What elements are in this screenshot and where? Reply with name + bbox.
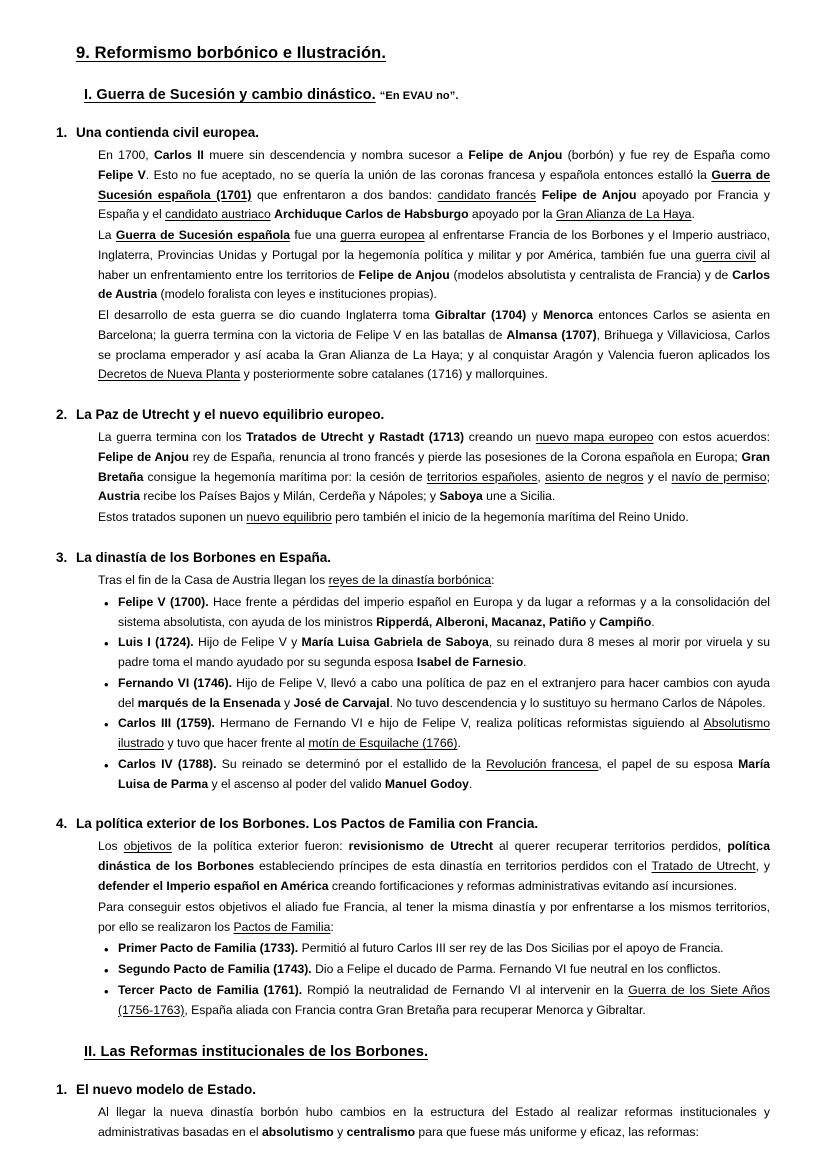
section-heading-2-text: II. Las Reformas institucionales de los Borbones. [84, 1044, 429, 1061]
list-pactos-familia [58, 939, 770, 1020]
paragraph: La Guerra de Sucesión española fue una guerra europea al enfrentarse Francia de los Borbones y el Imperio austriaco, Inglaterra, Provincias Unidas y Portugal por la hegemonía política y militar y por América, también fue una guerra civil al haber un enfrentamiento entre los territorios de Felipe de Anjou (modelos absolutista y centralista de Francia) y de Carlos de Austria (modelo foralista con leyes e instituciones propias). [98, 228, 771, 302]
list-item: • Primer Pacto de Familia (1733). Permitió al futuro Carlos III ser rey de las Dos Sicilias por el apoyo de Francia. [104, 939, 770, 959]
paragraph: El desarrollo de esta guerra se dio cuando Inglaterra toma Gibraltar (1704) y Menorca entonces Carlos se asienta en Barcelona; la guerra termina con la victoria de Felipe V en las batallas de Almansa (1707), Brihuega y Villaviciosa, Carlos se proclama emperador y así acaba la Gran Alianza de La Haya; y al conquistar Aragón y Valencia fueron aplicados los Decretos de Nueva Planta y posteriormente sobre catalanes (1716) y mallorquines. [98, 308, 771, 382]
section-heading-1-note: “En EVAU no”. [379, 90, 459, 102]
section-heading-2 [84, 1044, 770, 1060]
subsection-heading-1-3 [58, 550, 770, 565]
section-heading-1-text: I. Guerra de Sucesión y cambio dinástico. [84, 87, 376, 103]
subsection-index: 4. [56, 816, 68, 832]
subsection-title: La dinastía de los Borbones en España. [76, 550, 332, 566]
paragraph: Los objetivos de la política exterior fueron: revisionismo de Utrecht al querer recuperar territorios perdidos, política dinástica de los Borbones estableciendo príncipes de esta dinastía en territorios perdidos con el Tratado de Utrecht, y defender el Imperio español en América creando fortificaciones y reformas administrativas evitando así incursiones. [98, 839, 770, 893]
list-item: • Tercer Pacto de Familia (1761). Rompió la neutralidad de Fernando VI al intervenir en la Guerra de los Siete Años (1756-1763), España aliada con Francia contra Gran Bretaña para recuperar Menorca y Gibraltar. [104, 981, 770, 1021]
subsection-title: La Paz de Utrecht y el nuevo equilibrio europeo. [76, 407, 385, 423]
paragraph: Tras el fin de la Casa de Austria llegan los reyes de la dinastía borbónica: [98, 573, 495, 588]
subsection-index: 2. [56, 407, 68, 423]
list-item: • Carlos IV (1788). Su reinado se determinó por el estallido de la Revolución francesa, el papel de su esposa María Luisa de Parma y el ascenso al poder del valido Manuel Godoy. [104, 755, 770, 795]
subsection-index: 3. [56, 550, 68, 566]
paragraph: En 1700, Carlos II muere sin descendencia y nombra sucesor a Felipe de Anjou (borbón) y fue rey de España como Felipe V. Esto no fue aceptado, no se quería la unión de las coronas francesa y española entonces estalló la Guerra de Sucesión española (1701) que enfrentaron a dos bandos: candidato francés Felipe de Anjou apoyado por Francia y España y el candidato austriaco Archiduque Carlos de Habsburgo apoyado por la Gran Alianza de La Haya. [98, 148, 771, 222]
list-item: • Felipe V (1700). Hace frente a pérdidas del imperio español en Europa y da lugar a reformas y a la consolidación del sistema absolutista, con ayuda de los ministros Ripperdá, Alberoni, Macanaz, Patiño y Campiño. [104, 593, 770, 633]
page-title: 9. Reformismo borbónico e Ilustración. [76, 44, 387, 62]
subsection-heading-2-1 [58, 1082, 770, 1097]
list-item: • Fernando VI (1746). Hijo de Felipe V, llevó a cabo una política de paz en el extranjero para hacer cambios con ayuda del marqués de la Ensenada y José de Carvajal. No tuvo descendencia y lo sustituyo su hermano Carlos de Nápoles. [104, 674, 770, 714]
subsection-heading-1-2 [58, 407, 770, 422]
subsection-index: 1. [56, 125, 68, 140]
paragraph: Estos tratados suponen un nuevo equilibrio pero también el inicio de la hegemonía marítima del Reino Unido. [98, 510, 689, 525]
paragraph: La guerra termina con los Tratados de Utrecht y Rastadt (1713) creando un nuevo mapa europeo con estos acuerdos: Felipe de Anjou rey de España, renuncia al trono francés y pierde las posesiones de la Corona española en Europa; Gran Bretaña consigue la hegemonía marítima por: la cesión de territorios españoles, asiento de negros y el navío de permiso; Austria recibe los Países Bajos y Milán, Cerdeña y Nápoles; y Saboya une a Sicilia. [98, 430, 770, 504]
subsection-title: El nuevo modelo de Estado. [76, 1082, 257, 1098]
section-heading-1 [84, 87, 770, 103]
paragraph: Al llegar la nueva dinastía borbón hubo cambios en la estructura del Estado al realizar reformas institucionales y administrativas basadas en el absolutismo y centralismo para que fuese más uniforme y eficaz, las reformas: [98, 1105, 770, 1140]
list-borbones [58, 593, 770, 795]
subsection-heading-1-1 [58, 125, 770, 140]
list-item: • Carlos III (1759). Hermano de Fernando VI e hijo de Felipe V, realiza políticas reformistas siguiendo al Absolutismo ilustrado y tuvo que hacer frente al motín de Esquilache (1766). [104, 714, 770, 754]
list-item: • Segundo Pacto de Familia (1743). Dio a Felipe el ducado de Parma. Fernando VI fue neutral en los conflictos. [104, 960, 770, 980]
subsection-heading-1-4 [58, 816, 770, 831]
paragraph: Para conseguir estos objetivos el aliado fue Francia, al tener la misma dinastía y por enfrentarse a los mismos territorios, por ello se realizaron los Pactos de Familia: [98, 899, 770, 934]
subsection-title: Una contienda civil europea. [76, 125, 260, 140]
list-item: • Luis I (1724). Hijo de Felipe V y María Luisa Gabriela de Saboya, su reinado dura 8 meses al morir por viruela y su padre toma el mando ayudado por su segunda esposa Isabel de Farnesio. [104, 633, 770, 673]
subsection-index: 1. [56, 1082, 68, 1098]
subsection-title: La política exterior de los Borbones. Los Pactos de Familia con Francia. [76, 816, 539, 832]
